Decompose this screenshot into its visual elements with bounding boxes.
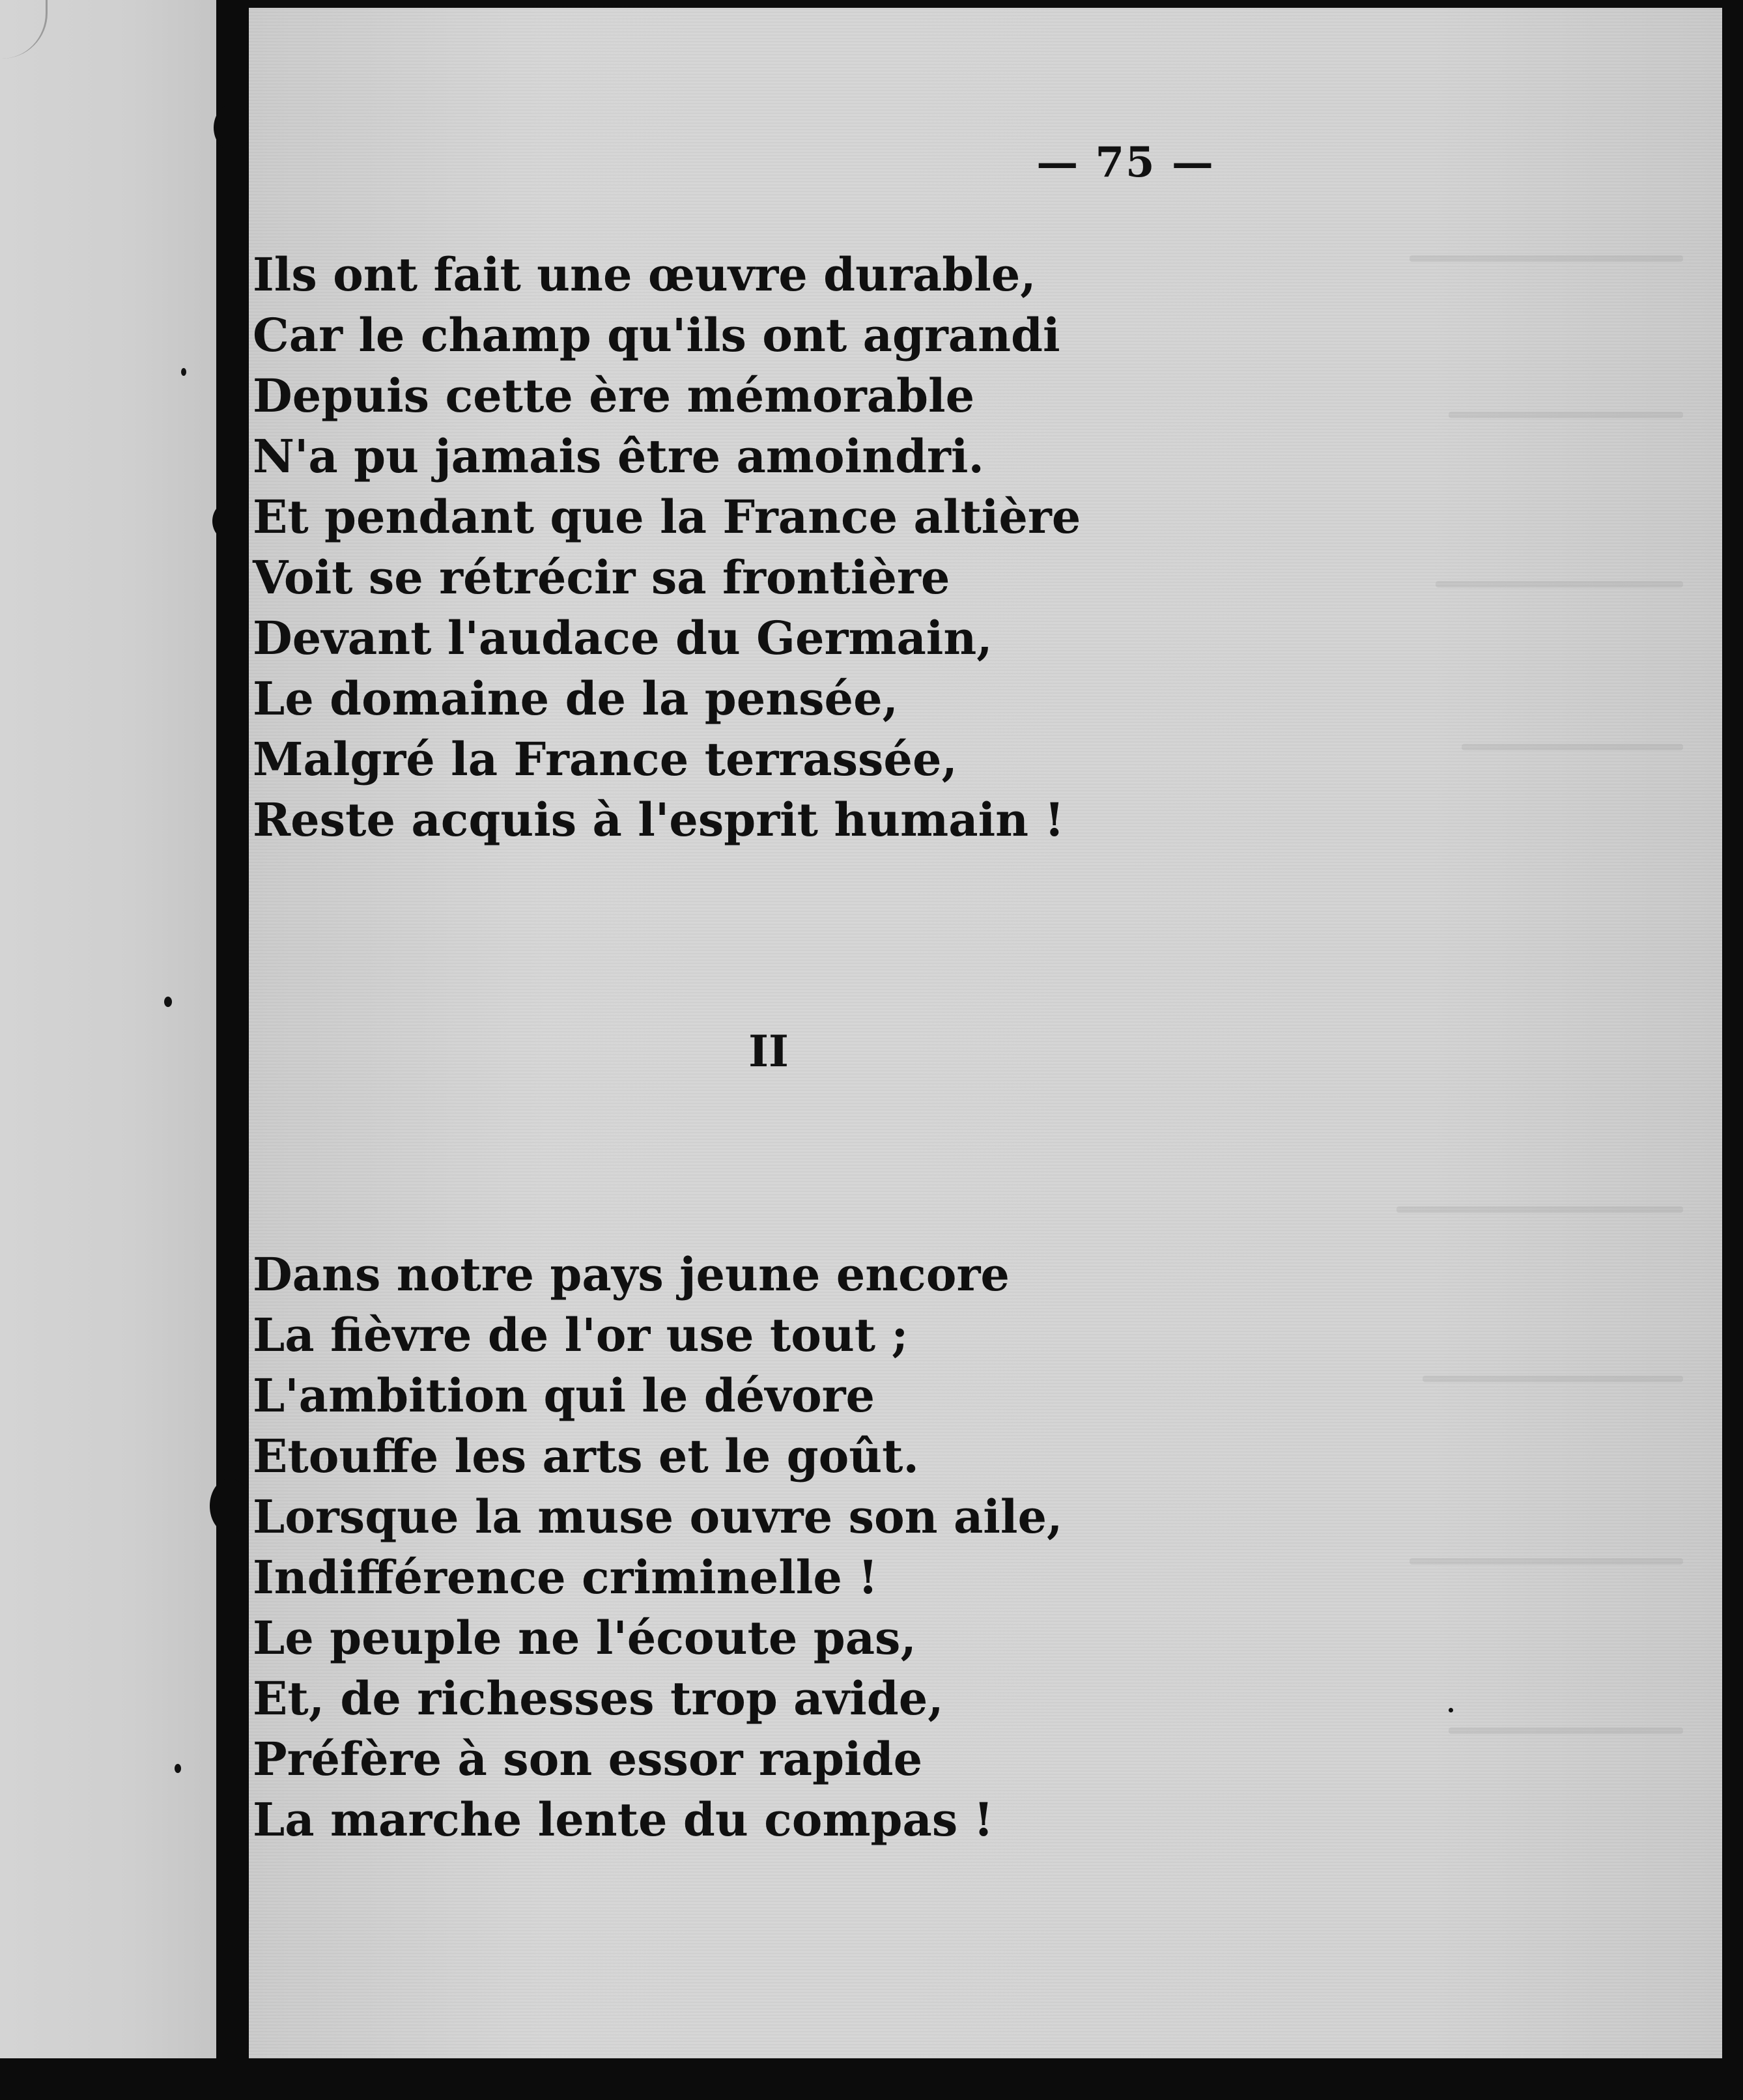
verse-line: La marche lente du compas ! <box>253 1793 994 1847</box>
page-number: — 75 — <box>1036 138 1215 187</box>
verse-line: Etouffe les arts et le goût. <box>253 1429 919 1483</box>
verse-line: Lorsque la muse ouvre son aile, <box>253 1490 1063 1544</box>
verse-line: Le peuple ne l'écoute pas, <box>253 1611 916 1665</box>
verse-line: Et pendant que la France altière <box>253 490 1081 544</box>
show-through <box>1449 412 1683 418</box>
show-through <box>1423 1376 1683 1382</box>
verse-line: L'ambition qui le dévore <box>253 1369 875 1423</box>
verse-line: Depuis cette ère mémorable <box>253 369 975 423</box>
binding-hole-mark <box>181 368 186 376</box>
show-through <box>1410 255 1683 262</box>
verse-line: Devant l'audace du Germain, <box>253 611 993 665</box>
ink-speck <box>1449 1708 1453 1712</box>
verse-line: Voit se rétrécir sa frontière <box>253 550 950 604</box>
binding-stitch <box>212 502 248 541</box>
binding-stitch <box>210 1479 250 1533</box>
poem-stanza <box>253 244 1081 850</box>
verse-line: Dans notre pays jeune encore <box>253 1247 1010 1301</box>
facing-page-edge <box>0 0 221 2058</box>
show-through <box>1396 1206 1683 1213</box>
verse-line: N'a pu jamais être amoindri. <box>253 429 984 483</box>
verse-line: Car le champ qu'ils ont agrandi <box>253 308 1060 362</box>
poem-stanza <box>253 1244 1062 1850</box>
binding-hole-mark <box>164 997 172 1007</box>
show-through <box>1436 581 1683 588</box>
page-corner-fold <box>0 0 48 59</box>
section-heading: II <box>748 1026 789 1077</box>
book-binding <box>216 0 250 2100</box>
show-through <box>1462 744 1683 750</box>
show-through <box>1410 1558 1683 1565</box>
verse-line: Et, de richesses trop avide, <box>253 1671 944 1725</box>
verse-line: Préfère à son essor rapide <box>253 1732 923 1786</box>
verse-line: Indifférence criminelle ! <box>253 1550 879 1604</box>
binding-stitch <box>214 104 251 151</box>
verse-line: Reste acquis à l'esprit humain ! <box>253 793 1065 847</box>
verse-line: La fièvre de l'or use tout ; <box>253 1308 909 1362</box>
show-through <box>1449 1727 1683 1734</box>
verse-line: Malgré la France terrassée, <box>253 732 957 786</box>
binding-hole-mark <box>175 1764 181 1773</box>
verse-line: Le domaine de la pensée, <box>253 672 898 726</box>
verse-line: Ils ont fait une œuvre durable, <box>253 248 1036 302</box>
